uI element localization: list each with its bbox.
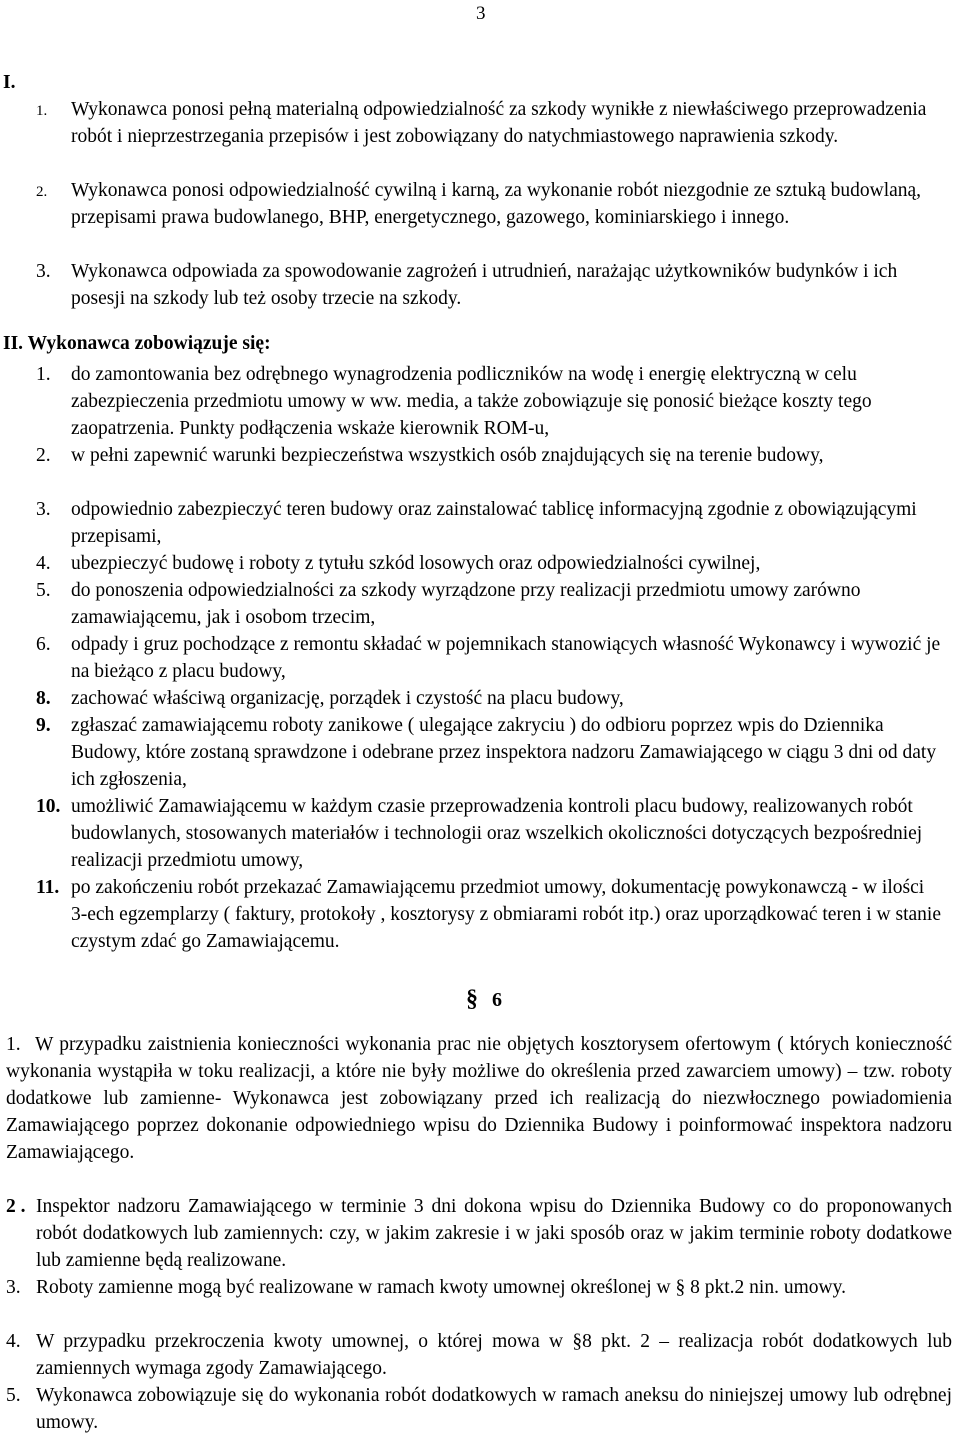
- item-text: Wykonawca odpowiada za spowodowanie zagrożeń i utrudnień, narażając użytkowników budynków i ich posesji na szkody lub też osoby trzecie na szkody.: [71, 261, 898, 309]
- item-number: 1.: [36, 364, 51, 385]
- item-number: 2.: [36, 184, 48, 200]
- item-number: 3.: [6, 1277, 21, 1298]
- item-number: 9.: [36, 715, 51, 736]
- item-text: umożliwić Zamawiającemu w każdym czasie przeprowadzenia kontroli placu budowy, realizowanych robót budowlanych, stosowanych materiałów i technologii oraz wszelkich okoliczności dotyczących bezpośredniej realizacji przedmiotu umowy,: [71, 796, 923, 871]
- item-text: odpowiednio zabezpieczyć teren budowy oraz zainstalować tablicę informacyjną zgodnie z obowiązującymi przepisami,: [71, 499, 917, 547]
- item-number: 11.: [36, 877, 60, 898]
- item-text: W przypadku przekroczenia kwoty umownej, o której mowa w §8 pkt. 2 – realizacja robót dodatkowych lub zamiennych wymaga zgody Zamawiającego.: [36, 1331, 952, 1379]
- item-text: W przypadku zaistnienia konieczności wykonania prac nie objętych kosztorysem ofertowym ( których konieczność wykonania wystąpiła w toku realizacji, a które nie były możliwe do określenia przed zawarciem umowy) – tzw. roboty dodatkowe lub zamienne- Wykonawca jest zobowiązany przed ich realizacją do niezwłocznego powiadomienia Zamawiającego poprzez dokonanie odpowiedniego wpisu do Dziennika Budowy i poinformować inspektora nadzoru Zamawiającego.: [6, 1034, 952, 1163]
- section-6-number: 6: [492, 989, 502, 1011]
- item-text: Inspektor nadzoru Zamawiającego w terminie 3 dni dokona wpisu do Dziennika Budowy co do proponowanych robót dodatkowych lub zamiennych: czy, w jakim zakresie i w jaki sposób oraz w jakim terminie roboty dodatkowe lub zamienne będą realizowane.: [36, 1196, 952, 1271]
- item-text: w pełni zapewnić warunki bezpieczeństwa wszystkich osób znajdujących się na terenie budowy,: [71, 445, 824, 466]
- item-text: po zakończeniu robót przekazać Zamawiającemu przedmiot umowy, dokumentację powykonawczą - w ilości 3-ech egzemplarzy ( faktury, protokoły , kosztorysy z obmiarami robót itp.) oraz uporządkować teren i w stanie czystym zdać go Zamawiającemu.: [71, 877, 941, 952]
- item-text: do zamontowania bez odrębnego wynagrodzenia podliczników na wodę i energię elektryczną w celu zabezpieczenia przedmiotu umowy w ww. media, a także zobowiązuje się ponosić bieżące koszty tego zaopatrzenia. Punkty podłączenia wskaże kierownik ROM-u,: [71, 364, 872, 439]
- item-text: do ponoszenia odpowiedzialności za szkody wyrządzone przy realizacji przedmiotu umowy zarówno zamawiającemu, jak i osobom trzecim,: [71, 580, 861, 628]
- item-number: 5.: [36, 580, 51, 601]
- item-number: 3.: [36, 499, 51, 520]
- section-1-label: I.: [3, 72, 16, 93]
- item-number: 6.: [36, 634, 51, 655]
- item-text: Wykonawca zobowiązuje się do wykonania robót dodatkowych w ramach aneksu do niniejszej umowy lub odrębnej umowy.: [36, 1385, 952, 1433]
- item-number: 10.: [36, 796, 61, 817]
- item-text: Roboty zamienne mogą być realizowane w ramach kwoty umownej określonej w § 8 pkt.2 nin. umowy.: [36, 1277, 846, 1298]
- item-number: 2.: [36, 445, 51, 466]
- item-number: 5.: [6, 1385, 21, 1406]
- item-text: zgłaszać zamawiającemu roboty zanikowe ( ulegające zakryciu ) do odbioru poprzez wpis do Dziennika Budowy, które zostaną sprawdzone i odebrane przez inspektora nadzoru Zamawiającego w ciągu 3 dni od daty ich zgłoszenia,: [71, 715, 937, 790]
- section-2-heading: II. Wykonawca zobowiązuje się:: [3, 333, 271, 354]
- item-text: zachować właściwą organizację, porządek i czystość na placu budowy,: [71, 688, 624, 709]
- item-number: 1.: [36, 103, 48, 119]
- paragraph-symbol: §: [466, 986, 478, 1012]
- item-text: Wykonawca ponosi odpowiedzialność cywilną i karną, za wykonanie robót niezgodnie ze sztuką budowlaną, przepisami prawa budowlanego, BHP, energetycznego, gazowego, kominiarskiego i innego.: [71, 180, 922, 228]
- item-number: 4.: [36, 553, 51, 574]
- section-6-heading: [466, 986, 502, 1014]
- item-number: 4.: [6, 1331, 21, 1352]
- item-number: 1.: [6, 1034, 21, 1055]
- item-text: ubezpieczyć budowę i roboty z tytułu szkód losowych oraz odpowiedzialności cywilnej,: [71, 553, 761, 574]
- item-number: 2 .: [6, 1196, 26, 1217]
- item-number: 3.: [36, 261, 51, 282]
- page-number: 3: [476, 3, 486, 24]
- item-number: 8.: [36, 688, 51, 709]
- item-text: odpady i gruz pochodzące z remontu składać w pojemnikach stanowiących własność Wykonawcy i wywozić je na bieżąco z placu budowy,: [71, 634, 941, 682]
- item-text: Wykonawca ponosi pełną materialną odpowiedzialność za szkody wynikłe z niewłaściwego przeprowadzenia robót i nieprzestrzegania przepisów i jest zobowiązany do natychmiastowego naprawienia szkody.: [71, 99, 927, 147]
